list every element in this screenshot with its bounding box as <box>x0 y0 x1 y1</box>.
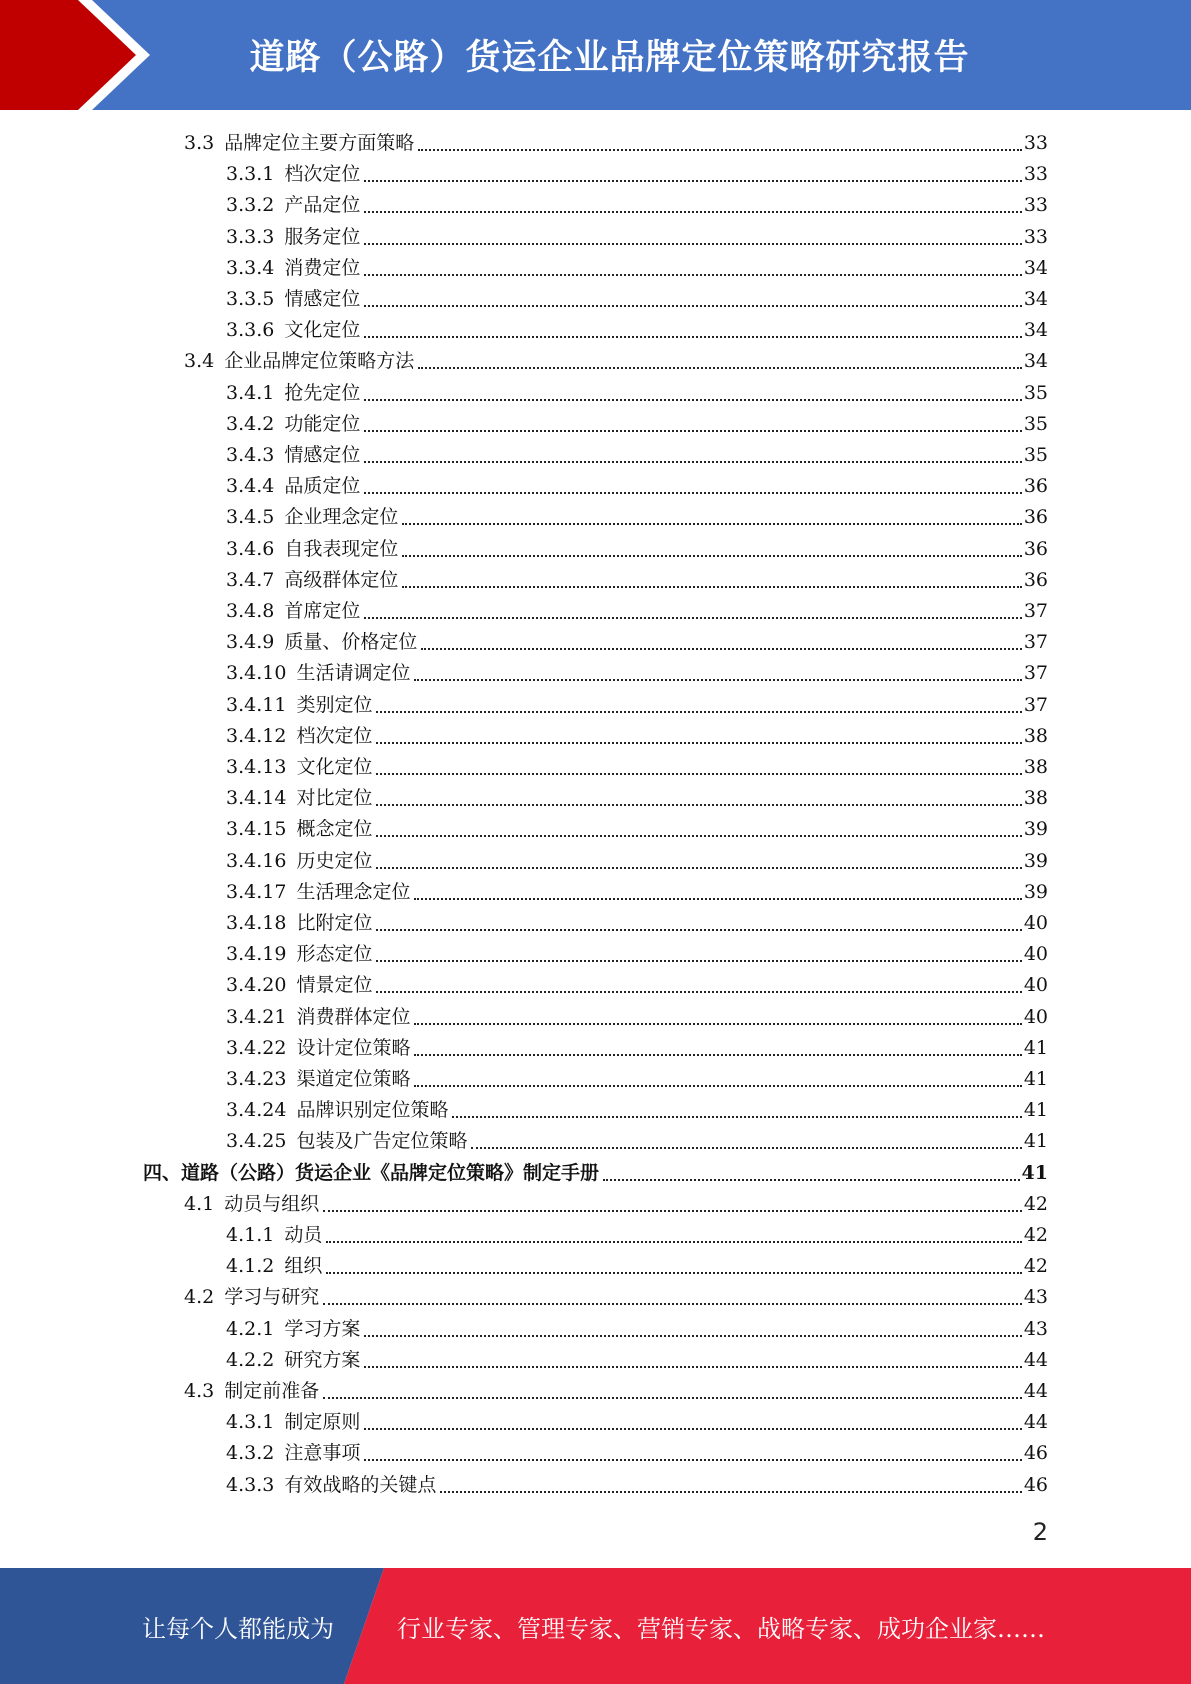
toc-entry-title: 动员与组织 <box>224 1192 320 1215</box>
toc-entry-page: 36 <box>1023 537 1048 560</box>
toc-entry-page: 33 <box>1023 194 1048 217</box>
toc-entry-number: 3.4.22 <box>226 1036 287 1059</box>
toc-entry-title: 情景定位 <box>296 974 373 997</box>
toc-entry-title: 品质定位 <box>284 475 361 498</box>
toc-entry-title: 企业理念定位 <box>284 506 399 529</box>
toc-dot-leader <box>323 1303 1022 1305</box>
toc-entry-page: 44 <box>1023 1411 1048 1434</box>
toc-dot-leader <box>440 1491 1021 1493</box>
toc-entry-page: 35 <box>1023 381 1048 404</box>
toc-dot-leader <box>364 243 1021 245</box>
toc-entry-number: 4.2.2 <box>226 1348 275 1371</box>
toc-entry-title: 研究方案 <box>284 1348 361 1371</box>
toc-entry-title: 生活理念定位 <box>296 880 411 903</box>
toc-entry[interactable] <box>184 128 1048 159</box>
toc-entry-page: 39 <box>1023 818 1048 841</box>
toc-dot-leader <box>471 1147 1021 1149</box>
toc-entry-title: 注意事项 <box>284 1442 361 1465</box>
toc-dot-leader <box>376 742 1021 744</box>
toc-dot-leader <box>376 929 1021 931</box>
toc-entry[interactable] <box>226 159 1048 190</box>
toc-entry-title: 品牌识别定位策略 <box>296 1099 449 1122</box>
toc-entry[interactable] <box>226 471 1048 502</box>
toc-entry[interactable] <box>226 1251 1048 1282</box>
toc-entry-number: 3.4.17 <box>226 880 287 903</box>
toc-entry-page: 34 <box>1023 256 1048 279</box>
toc-entry-title: 比附定位 <box>296 912 373 934</box>
toc-entry-title: 制定原则 <box>284 1411 361 1434</box>
toc-entry-page: 46 <box>1023 1442 1048 1465</box>
toc-entry-title: 对比定位 <box>296 787 373 810</box>
toc-entry-number: 3.4.25 <box>226 1130 287 1153</box>
toc-entry-title: 类别定位 <box>296 693 373 716</box>
toc-entry-number: 4.3.3 <box>226 1473 275 1496</box>
toc-entry[interactable] <box>226 1470 1048 1501</box>
toc-entry[interactable] <box>226 1095 1048 1126</box>
toc-entry[interactable] <box>226 690 1048 721</box>
toc-dot-leader <box>364 430 1021 432</box>
toc-entry-page: 36 <box>1023 506 1048 529</box>
toc-dot-leader <box>452 1116 1021 1118</box>
toc-entry[interactable] <box>226 627 1048 658</box>
toc-dot-leader <box>364 336 1021 338</box>
toc-entry[interactable] <box>226 190 1048 221</box>
toc-entry[interactable] <box>226 783 1048 814</box>
page-header <box>0 0 1191 110</box>
toc-entry[interactable] <box>226 1438 1048 1469</box>
toc-entry-title: 包装及广告定位策略 <box>296 1130 468 1153</box>
toc-dot-leader <box>364 461 1021 463</box>
toc-entry[interactable] <box>226 1345 1048 1376</box>
toc-entry-number: 3.4.16 <box>226 849 287 872</box>
toc-entry-title: 组织 <box>284 1255 323 1278</box>
toc-dot-leader <box>376 711 1021 713</box>
toc-entry-page: 39 <box>1023 849 1048 872</box>
toc-entry[interactable] <box>226 222 1048 253</box>
toc-entry-number: 3.4.8 <box>226 600 275 622</box>
page-number: 2 <box>1032 1518 1048 1546</box>
toc-dot-leader <box>364 617 1021 619</box>
toc-entry-page: 43 <box>1023 1317 1048 1340</box>
toc-entry[interactable] <box>226 1314 1048 1345</box>
toc-dot-leader <box>364 274 1021 276</box>
toc-entry[interactable] <box>226 502 1048 533</box>
toc-dot-leader <box>364 1428 1021 1430</box>
footer-slogan-left: 让每个人都能成为 <box>142 1614 334 1643</box>
toc-dot-leader <box>418 367 1022 369</box>
toc-entry-number: 4.2.1 <box>226 1317 275 1340</box>
toc-dot-leader <box>414 1054 1021 1056</box>
toc-entry-page: 43 <box>1023 1286 1048 1309</box>
toc-entry-page: 33 <box>1023 132 1048 154</box>
toc-entry[interactable] <box>226 1126 1048 1157</box>
toc-entry-title: 消费定位 <box>284 256 361 279</box>
toc-entry-page: 39 <box>1023 880 1048 903</box>
toc-entry-number: 3.3.1 <box>226 163 275 186</box>
toc-entry-page: 40 <box>1023 943 1048 966</box>
toc-entry-page: 40 <box>1023 912 1048 934</box>
toc-entry[interactable] <box>226 1220 1048 1251</box>
toc-entry-number: 3.4.13 <box>226 756 287 778</box>
toc-entry-title: 制定前准备 <box>224 1380 320 1402</box>
toc-entry-page: 37 <box>1023 662 1048 685</box>
toc-entry-page: 34 <box>1023 319 1048 342</box>
toc-entry-page: 41 <box>1023 1068 1048 1090</box>
toc-dot-leader <box>364 180 1021 182</box>
toc-entry-page: 33 <box>1023 225 1048 248</box>
toc-entry-number: 3.4.12 <box>226 724 287 747</box>
toc-entry[interactable] <box>226 970 1048 1001</box>
toc-entry-page: 44 <box>1023 1348 1048 1371</box>
toc-entry-page: 38 <box>1023 756 1048 778</box>
toc-entry-number: 3.4.6 <box>226 537 275 560</box>
toc-entry-page: 41 <box>1023 1130 1048 1153</box>
toc-entry[interactable] <box>226 440 1048 471</box>
toc-entry-number: 3.4.21 <box>226 1005 287 1028</box>
toc-dot-leader <box>376 804 1021 806</box>
toc-entry-title: 四、道路（公路）货运企业《品牌定位策略》制定手册 <box>143 1161 600 1184</box>
toc-entry-title: 情感定位 <box>284 444 361 466</box>
page-footer <box>0 1568 1191 1684</box>
toc-entry-page: 41 <box>1023 1036 1048 1059</box>
toc-entry-title: 抢先定位 <box>284 381 361 404</box>
toc-entry[interactable] <box>226 846 1048 877</box>
toc-entry[interactable] <box>226 253 1048 284</box>
toc-entry-page: 36 <box>1023 568 1048 591</box>
toc-entry-title: 概念定位 <box>296 818 373 841</box>
toc-dot-leader <box>418 149 1022 151</box>
toc-entry-title: 学习方案 <box>284 1317 361 1340</box>
toc-entry[interactable] <box>226 1407 1048 1438</box>
toc-entry[interactable] <box>143 1158 1048 1189</box>
toc-entry-page: 41 <box>1023 1099 1048 1122</box>
toc-entry-number: 3.4 <box>184 350 215 373</box>
toc-entry-title: 档次定位 <box>284 163 361 186</box>
toc-entry[interactable] <box>226 1002 1048 1033</box>
toc-entry-title: 渠道定位策略 <box>296 1068 411 1090</box>
toc-entry[interactable] <box>226 814 1048 845</box>
toc-entry-number: 3.4.9 <box>226 631 275 654</box>
toc-dot-leader <box>364 305 1021 307</box>
toc-entry[interactable] <box>226 315 1048 346</box>
toc-entry-number: 3.3.4 <box>226 256 275 279</box>
toc-entry[interactable] <box>226 534 1048 565</box>
toc-entry-page: 40 <box>1023 1005 1048 1028</box>
toc-dot-leader <box>402 523 1021 525</box>
toc-entry-page: 38 <box>1023 724 1048 747</box>
toc-entry-number: 3.4.11 <box>226 693 287 716</box>
toc-dot-leader <box>376 867 1021 869</box>
toc-entry-page: 42 <box>1023 1224 1048 1246</box>
toc-entry-title: 有效战略的关键点 <box>284 1473 437 1496</box>
toc-dot-leader <box>414 898 1021 900</box>
toc-entry-title: 文化定位 <box>296 756 373 778</box>
toc-entry-number: 3.4.10 <box>226 662 287 685</box>
toc-dot-leader <box>414 1023 1021 1025</box>
toc-entry-number: 4.3.1 <box>226 1411 275 1434</box>
toc-dot-leader <box>376 960 1021 962</box>
toc-entry-page: 33 <box>1023 163 1048 186</box>
toc-entry-title: 档次定位 <box>296 724 373 747</box>
toc-entry[interactable] <box>226 939 1048 970</box>
toc-entry[interactable] <box>226 1064 1048 1095</box>
toc-dot-leader <box>323 1210 1022 1212</box>
toc-dot-leader <box>376 835 1021 837</box>
toc-dot-leader <box>603 1179 1020 1181</box>
toc-entry[interactable] <box>226 284 1048 315</box>
toc-entry-page: 42 <box>1023 1255 1048 1278</box>
toc-entry-number: 3.4.20 <box>226 974 287 997</box>
toc-entry-number: 3.4.2 <box>226 412 275 435</box>
toc-entry-title: 自我表现定位 <box>284 537 399 560</box>
toc-entry-number: 3.4.4 <box>226 475 275 498</box>
toc-dot-leader <box>326 1272 1021 1274</box>
toc-entry-page: 44 <box>1023 1380 1048 1402</box>
toc-dot-leader <box>323 1397 1022 1399</box>
toc-entry-title: 形态定位 <box>296 943 373 966</box>
toc-entry-page: 46 <box>1023 1473 1048 1496</box>
toc-dot-leader <box>414 679 1021 681</box>
toc-entry-title: 消费群体定位 <box>296 1005 411 1028</box>
toc-entry-number: 3.4.15 <box>226 818 287 841</box>
toc-entry-number: 4.3.2 <box>226 1442 275 1465</box>
toc-entry-number: 4.2 <box>184 1286 215 1309</box>
toc-entry[interactable] <box>184 346 1048 377</box>
toc-entry-page: 37 <box>1023 600 1048 622</box>
toc-entry[interactable] <box>226 565 1048 596</box>
toc-entry-number: 3.3.2 <box>226 194 275 217</box>
footer-slogan-right: 行业专家、管理专家、营销专家、战略专家、成功企业家…… <box>397 1614 1045 1643</box>
toc-entry-page: 38 <box>1023 787 1048 810</box>
toc-dot-leader <box>364 1335 1021 1337</box>
document-title: 道路（公路）货运企业品牌定位策略研究报告 <box>249 38 970 78</box>
toc-dot-leader <box>421 648 1021 650</box>
toc-entry-page: 37 <box>1023 631 1048 654</box>
toc-entry-page: 41 <box>1021 1161 1048 1184</box>
toc-entry-number: 4.1 <box>184 1192 215 1215</box>
toc-dot-leader <box>402 586 1021 588</box>
toc-entry[interactable] <box>226 409 1048 440</box>
toc-entry-title: 文化定位 <box>284 319 361 342</box>
toc-entry-number: 3.3.6 <box>226 319 275 342</box>
toc-entry-title: 产品定位 <box>284 194 361 217</box>
toc-entry[interactable] <box>184 1376 1048 1407</box>
toc-dot-leader <box>364 1459 1021 1461</box>
toc-entry[interactable] <box>226 877 1048 908</box>
toc-entry-title: 设计定位策略 <box>296 1036 411 1059</box>
toc-entry-page: 34 <box>1023 288 1048 310</box>
toc-entry-number: 4.1.1 <box>226 1224 275 1246</box>
toc-entry-title: 品牌定位主要方面策略 <box>224 132 415 154</box>
toc-entry-title: 首席定位 <box>284 600 361 622</box>
toc-entry-number: 3.4.5 <box>226 506 275 529</box>
toc-dot-leader <box>414 1085 1021 1087</box>
toc-dot-leader <box>376 773 1021 775</box>
toc-entry[interactable] <box>226 1033 1048 1064</box>
toc-entry[interactable] <box>184 1189 1048 1220</box>
toc-entry[interactable] <box>226 721 1048 752</box>
toc-entry-title: 质量、价格定位 <box>284 631 418 654</box>
toc-entry[interactable] <box>226 378 1048 409</box>
toc-entry-page: 36 <box>1023 475 1048 498</box>
toc-entry-page: 42 <box>1023 1192 1048 1215</box>
toc-entry-title: 服务定位 <box>284 225 361 248</box>
toc-entry-number: 3.4.14 <box>226 787 287 810</box>
toc-entry-number: 4.1.2 <box>226 1255 275 1278</box>
toc-entry-title: 动员 <box>284 1224 323 1246</box>
toc-dot-leader <box>326 1241 1021 1243</box>
toc-entry-title: 情感定位 <box>284 288 361 310</box>
toc-entry-number: 3.4.7 <box>226 568 275 591</box>
toc-entry-title: 企业品牌定位策略方法 <box>224 350 415 373</box>
toc-entry-number: 3.4.18 <box>226 912 287 934</box>
toc-entry-page: 35 <box>1023 444 1048 466</box>
toc-entry-title: 生活请调定位 <box>296 662 411 685</box>
toc-dot-leader <box>402 555 1021 557</box>
toc-entry-title: 学习与研究 <box>224 1286 320 1309</box>
toc-entry-number: 3.4.23 <box>226 1068 287 1090</box>
toc-dot-leader <box>364 399 1021 401</box>
toc-dot-leader <box>364 211 1021 213</box>
toc-entry-title: 历史定位 <box>296 849 373 872</box>
toc-entry-title: 高级群体定位 <box>284 568 399 591</box>
toc-entry-number: 3.4.19 <box>226 943 287 966</box>
toc-entry-number: 3.4.3 <box>226 444 275 466</box>
toc-entry-page: 37 <box>1023 693 1048 716</box>
toc-entry-title: 功能定位 <box>284 412 361 435</box>
toc-entry-page: 40 <box>1023 974 1048 997</box>
toc-entry-number: 3.3.3 <box>226 225 275 248</box>
toc-entry-number: 4.3 <box>184 1380 215 1402</box>
toc-entry[interactable] <box>226 596 1048 627</box>
toc-entry-page: 34 <box>1023 350 1048 373</box>
toc-entry[interactable] <box>184 1282 1048 1313</box>
toc-entry-number: 3.4.24 <box>226 1099 287 1122</box>
toc-entry-page: 35 <box>1023 412 1048 435</box>
toc-entry-number: 3.4.1 <box>226 381 275 404</box>
toc-entry[interactable] <box>226 752 1048 783</box>
toc-dot-leader <box>364 492 1021 494</box>
toc-entry-number: 3.3 <box>184 132 215 154</box>
toc-dot-leader <box>376 991 1021 993</box>
toc-entry[interactable] <box>226 908 1048 939</box>
toc-entry[interactable] <box>226 658 1048 689</box>
toc-entry-number: 3.3.5 <box>226 288 275 310</box>
toc-dot-leader <box>364 1366 1021 1368</box>
